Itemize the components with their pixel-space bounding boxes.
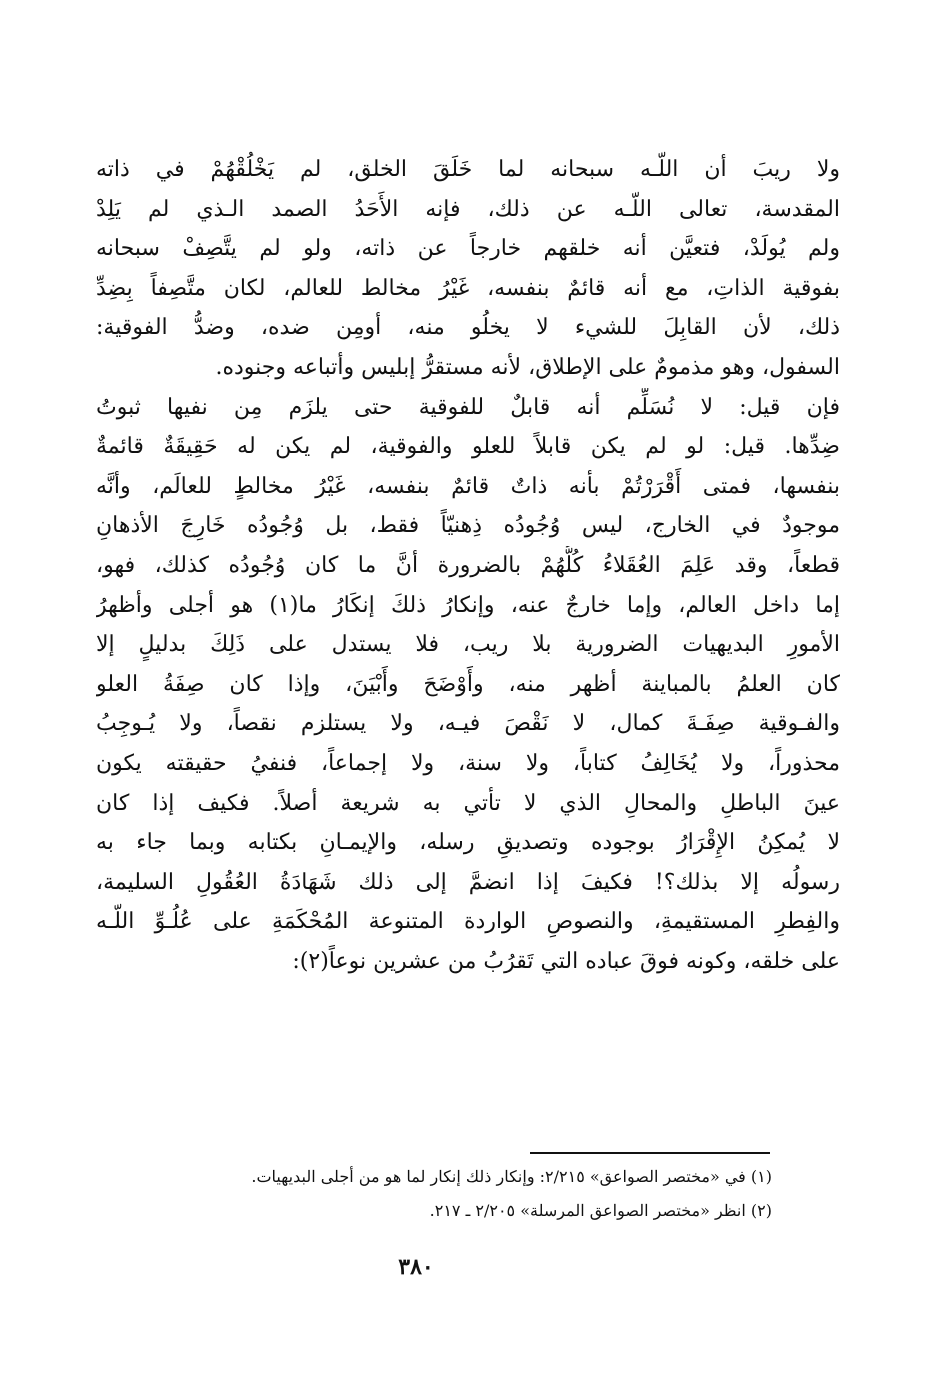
text-line: موجودٌ في الخارج، ليس وُجُودُه ذِهنيّاً فقط، بل وُجُودُه خَارِجَ الأذهانِ <box>96 513 840 539</box>
text-line: قطعاً، وقد عَلِمَ العُقَلاءُ كُلُّهُمْ بالضرورة أنَّ ما كان وُجُودُه كذلك، فهو، <box>96 552 840 578</box>
main-text-block <box>96 150 840 981</box>
footnotes-block <box>96 1160 772 1228</box>
text-line: ضِدِّها. قيل: لو لم يكن قابلاً للعلو والفوقية، لم يكن له حَقِيقَةٌ قائمةٌ <box>96 434 840 460</box>
text-line: ذلك، لأن القابِلَ للشيء لا يخلُو منه، أومِن ضده، وضدُّ الفوقية: <box>96 315 840 341</box>
text-line: المقدسة، تعالى اللّـه عن ذلك، فإنه الأَحَدُ الصمد الـذي لم يَلِدْ <box>96 196 840 222</box>
text-line: إما داخل العالم، وإما خارجٌ عنه، وإنكارُ ذلكَ إنكَارُ ما(١) هو أجلى وأظهرُ <box>96 592 840 618</box>
text-line: والفـوقية صِفَـةَ كمال، لا نَقْصَ فيـه، ولا يستلزم نقصاً، ولا يُـوجِبُ <box>96 711 840 737</box>
footnote-1: (١) في «مختصر الصواعق» ٢/٢١٥: وإنكار ذلك إنكار لما هو من أجلى البديهيات. <box>251 1167 772 1186</box>
text-line: فإن قيل: لا نُسَلِّم أنه قابلٌ للفوقية حتى يلزَم مِن نفيها ثبوتُ <box>96 394 840 420</box>
text-line: كان العلمُ بالمباينة أظهر منه، وأَوْضَحَ وأَبْيَنَ، وإذا كان صِفَةُ العلو <box>96 671 840 697</box>
text-line: لا يُمكِنُ الإِقْرَارُ بوجوده وتصديقِ رسله، والإيمـانِ بكتابه وبما جاء به <box>96 830 840 856</box>
text-line: والفِطرِ المستقيمةِ، والنصوصِ الواردة المتنوعة المُحْكَمَةِ على عُلُـوِّ اللّـه <box>96 909 840 935</box>
text-line: ولا ريبَ أن اللّـه سبحانه لما خَلَقَ الخلق، لم يَخْلُقْهُمْ في ذاته <box>96 157 840 182</box>
text-line: بنفسها، فمتى أَقْرَرْتُمْ بأنه ذاتٌ قائمٌ بنفسه، غَيْرُ مخالطٍ للعالَم، وأنَّه <box>96 473 840 499</box>
footnote-divider <box>530 1152 770 1154</box>
text-line: الأمورِ البديهيات الضرورية بلا ريب، فلا يستدل على ذَلِكَ بدليلٍ إلا <box>96 632 840 658</box>
page-number: ٣٨٠ <box>398 1254 434 1280</box>
text-line: على خلقه، وكونه فوقَ عباده التي تَقرُبُ من عشرين نوعاً(٢): <box>292 948 840 974</box>
text-line: محذوراً، ولا يُخَالِفُ كتاباً، ولا سنة، ولا إجماعاً، فنفيُ حقيقته يكون <box>96 750 840 776</box>
footnote-2: (٢) انظر «مختصر الصواعق المرسلة» ٢/٢٠٥ ـ ٢١٧. <box>429 1201 772 1220</box>
text-line: بفوقية الذاتِ، مع أنه قائمٌ بنفسه، غَيْرُ مخالط للعالم، لكان متَّصِفاً بِضِدِّ <box>96 275 840 301</box>
text-line: رسولُه إلا بذلك؟! فكيفَ إذا انضمَّ إلى ذلك شَهَادَةُ العُقُولِ السليمة، <box>96 869 840 895</box>
text-line: ولم يُولَدْ، فتعيَّن أنه خلقهم خارجاً عن ذاته، ولو لم يتَّصِفْ سبحانه <box>96 236 840 262</box>
text-line: السفول، وهو مذمومٌ على الإطلاق، لأنه مستقرُّ إبليس وأتباعه وجنوده. <box>215 354 840 380</box>
text-line: عينَ الباطلِ والمحالِ الذي لا تأتي به شريعة أصلاً. فكيف إذا كان <box>96 790 840 816</box>
